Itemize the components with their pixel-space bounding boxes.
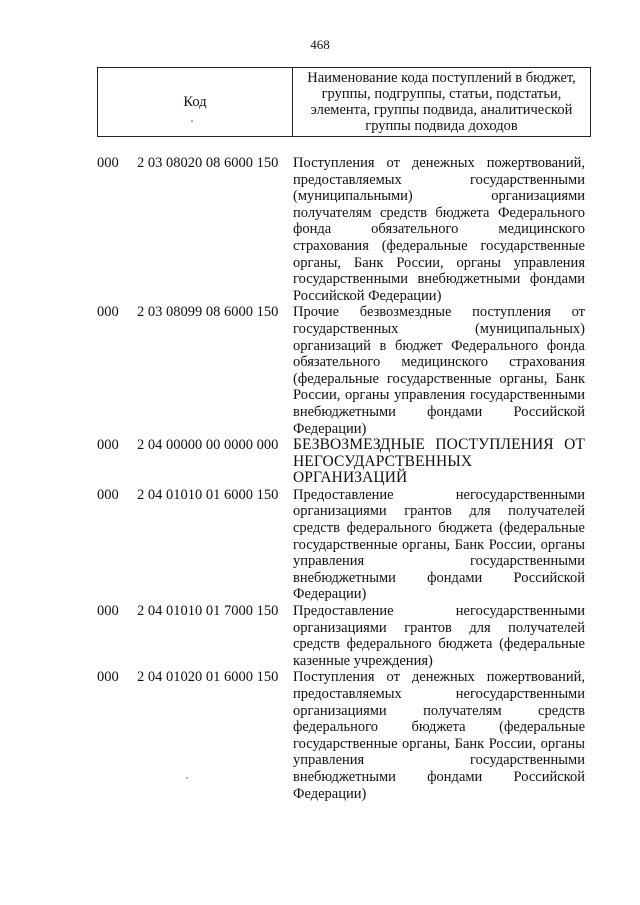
admin-code: 000 [97,603,119,620]
budget-code: 2 04 01010 01 6000 150 [137,486,279,503]
budget-code: 2 03 08020 08 6000 150 [137,155,279,171]
scan-speck [186,777,188,779]
code-description: БЕЗВОЗМЕЗДНЫЕ ПОСТУПЛЕНИЯ ОТ НЕГОСУДАРСТВЕННЫХ ОРГАНИЗАЦИЙ [293,436,585,487]
code-description: Предоставление негосударственными организациями грантов для получателей средств федерального бюджета (федеральные государственные органы, Банк России, органы управления государственными внебюджетными фондами Российской Федерации) [293,486,585,603]
code-column-header: Код [98,68,293,137]
table-row [97,155,591,304]
table-row [97,603,591,669]
budget-code: 2 04 01020 01 6000 150 [137,669,279,686]
table-row [97,669,591,802]
page-number: 468 [310,37,330,52]
table-row [97,487,591,603]
code-list [97,155,591,802]
budget-code: 2 04 01010 01 7000 150 [137,603,279,620]
table-row [97,437,591,487]
code-description: Поступления от денежных пожертвований, предоставляемых государственными (муниципальными) организациями получателям средств бюджета Федерального фонда обязательного медицинского страхования (федеральные государственные органы, Банк России, органы управления государственными внебюджетными фондами Российской Федерации) [293,155,585,304]
budget-code: 2 04 00000 00 0000 000 [137,437,279,454]
admin-code: 000 [97,437,119,454]
code-description: Прочие безвозмездные поступления от государственных (муниципальных) организаций в бюджет Федерального фонда обязательного медицинского страхования (федеральные государственные органы, Банк России, органы управления государственными внебюджетными фондами Российской Федерации) [293,304,585,437]
admin-code: 000 [97,155,119,171]
scan-speck [191,120,193,122]
name-column-header: Наименование кода поступлений в бюджет, группы, подгруппы, статьи, подстатьи, элемента, группы подвида, аналитической группы подвида доходов [293,68,591,137]
admin-code: 000 [97,304,119,321]
admin-code: 000 [97,486,119,503]
budget-code: 2 03 08099 08 6000 150 [137,304,279,321]
admin-code: 000 [97,669,119,686]
code-description: Предоставление негосударственными организациями грантов для получателей средств федерального бюджета (федеральные казенные учреждения) [293,603,585,669]
table-row [97,304,591,437]
header-table [97,67,591,137]
code-description: Поступления от денежных пожертвований, предоставляемых негосударственными организациями получателям средств федерального бюджета (федеральные государственные органы, Банк России, органы управления государственными внебюджетными фондами Российской Федерации) [293,669,585,802]
